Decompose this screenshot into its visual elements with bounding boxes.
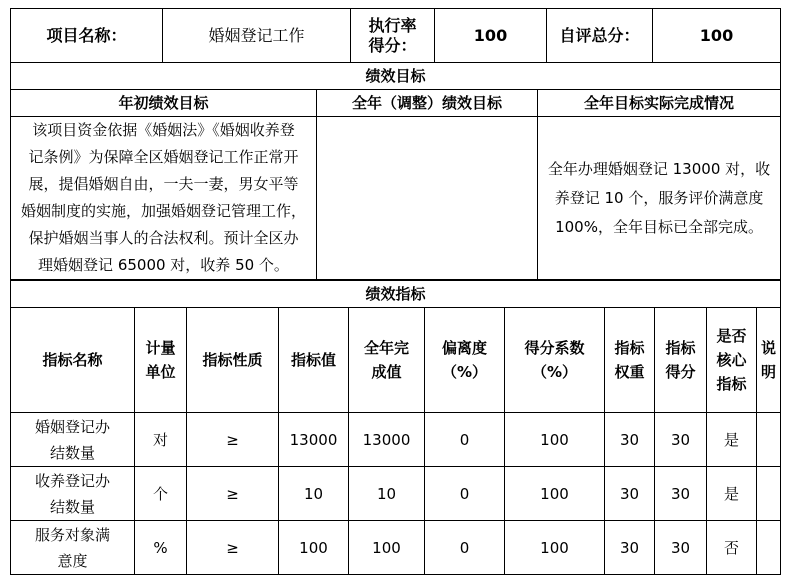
note-cell xyxy=(757,467,781,521)
goals-table xyxy=(10,62,781,280)
score-cell: 30 xyxy=(655,413,707,467)
col-deviation-text-2: （%） xyxy=(441,363,488,381)
col-nature xyxy=(187,308,279,413)
indicator-name xyxy=(11,413,135,467)
col-score-text-2: 得分 xyxy=(665,363,696,381)
unit-cell: 个 xyxy=(135,467,187,521)
deviation-cell: 0 xyxy=(425,467,505,521)
header-row xyxy=(11,9,781,63)
indicator-name-line: 结数量 xyxy=(49,497,95,516)
actual-completion-text xyxy=(538,117,781,280)
col-unit-text-1: 计量 xyxy=(145,339,176,357)
deviation-cell: 0 xyxy=(425,413,505,467)
initial-goal-line: 保护婚姻当事人的合法权利。预计全区办 xyxy=(28,229,299,247)
actual-cell: 13000 xyxy=(349,413,425,467)
score-cell: 30 xyxy=(655,467,707,521)
initial-goal-line: 该项目资金依据《婚姻法》《婚姻收养登 xyxy=(32,121,295,139)
col-coef xyxy=(505,308,605,413)
header-table xyxy=(10,8,781,63)
indicator-name xyxy=(11,467,135,521)
col-target-text: 指标值 xyxy=(290,351,336,369)
actual-cell: 100 xyxy=(349,521,425,575)
initial-goal-line: 记条例》为保障全区婚姻登记工作正常开 xyxy=(28,148,299,166)
indicator-name-line: 结数量 xyxy=(49,443,95,462)
coef-cell: 100 xyxy=(505,467,605,521)
indicators-table xyxy=(10,280,781,575)
weight-cell: 30 xyxy=(605,413,655,467)
col-note xyxy=(757,308,781,413)
goals-col-actual: 全年目标实际完成情况 xyxy=(538,90,781,117)
target-cell: 100 xyxy=(279,521,349,575)
col-target xyxy=(279,308,349,413)
self-total-label: 自评总分： xyxy=(547,9,653,63)
indicators-section-title: 绩效指标 xyxy=(11,281,781,308)
weight-cell: 30 xyxy=(605,521,655,575)
col-note-text-2: 明 xyxy=(760,363,776,381)
col-deviation xyxy=(425,308,505,413)
core-cell: 是 xyxy=(707,467,757,521)
deviation-cell: 0 xyxy=(425,521,505,575)
col-unit xyxy=(135,308,187,413)
score-cell: 30 xyxy=(655,521,707,575)
self-total-score: 100 xyxy=(653,9,781,63)
initial-goal-text xyxy=(11,117,317,280)
unit-cell: % xyxy=(135,521,187,575)
core-cell: 否 xyxy=(707,521,757,575)
coef-cell: 100 xyxy=(505,521,605,575)
note-cell xyxy=(757,521,781,575)
col-weight-text-2: 权重 xyxy=(614,363,645,381)
table-row xyxy=(11,467,781,521)
goals-col-initial: 年初绩效目标 xyxy=(11,90,317,117)
col-score xyxy=(655,308,707,413)
exec-rate-label-line-1: 执行率 xyxy=(368,16,417,36)
col-nature-text: 指标性质 xyxy=(202,351,263,369)
target-cell: 10 xyxy=(279,467,349,521)
indicators-header-row xyxy=(11,308,781,413)
project-name-label: 项目名称： xyxy=(11,9,163,63)
exec-rate-label xyxy=(351,9,435,63)
actual-completion-line: 养登记 10 个，服务评价满意度 xyxy=(554,188,764,207)
initial-goal-line: 展，提倡婚姻自由，一夫一妻，男女平等 xyxy=(28,175,299,193)
col-unit-text-2: 单位 xyxy=(145,363,176,381)
col-actual xyxy=(349,308,425,413)
col-core-text-1: 是否 xyxy=(716,327,747,345)
col-coef-text-2: （%） xyxy=(531,363,578,381)
adjusted-goal-text xyxy=(317,117,538,280)
col-coef-text-1: 得分系数 xyxy=(524,339,585,357)
col-deviation-text-1: 偏离度 xyxy=(441,339,487,357)
initial-goal-line: 婚姻制度的实施，加强婚姻登记管理工作， xyxy=(20,202,306,220)
target-cell: 13000 xyxy=(279,413,349,467)
actual-cell: 10 xyxy=(349,467,425,521)
note-cell xyxy=(757,413,781,467)
actual-completion-line: 全年办理婚姻登记 13000 对，收 xyxy=(547,159,771,178)
col-core-text-2: 核心 xyxy=(716,351,747,369)
table-row xyxy=(11,413,781,467)
core-cell: 是 xyxy=(707,413,757,467)
indicator-name xyxy=(11,521,135,575)
col-weight-text-1: 指标 xyxy=(614,339,645,357)
unit-cell: 对 xyxy=(135,413,187,467)
project-name-value: 婚姻登记工作 xyxy=(163,9,351,63)
col-core-text-3: 指标 xyxy=(716,375,747,393)
col-core xyxy=(707,308,757,413)
col-actual-text-1: 全年完 xyxy=(363,339,409,357)
indicator-name-line: 婚姻登记办 xyxy=(34,417,110,436)
nature-cell: ≥ xyxy=(187,413,279,467)
actual-completion-line: 100%，全年目标已全部完成。 xyxy=(555,217,763,236)
initial-goal-line: 理婚姻登记 65000 对，收养 50 个。 xyxy=(38,256,289,274)
exec-rate-label-line-2: 得分： xyxy=(368,35,417,55)
col-actual-text-2: 成值 xyxy=(371,363,402,381)
col-indicator-name xyxy=(11,308,135,413)
exec-rate-score: 100 xyxy=(435,9,547,63)
indicator-name-line: 收养登记办 xyxy=(34,471,110,490)
col-note-text-1: 说 xyxy=(760,339,776,357)
weight-cell: 30 xyxy=(605,467,655,521)
indicator-name-line: 意度 xyxy=(57,551,88,570)
nature-cell: ≥ xyxy=(187,521,279,575)
indicator-name-line: 服务对象满 xyxy=(34,525,110,544)
nature-cell: ≥ xyxy=(187,467,279,521)
col-indicator-name-text: 指标名称 xyxy=(42,351,103,369)
goals-col-adjusted: 全年（调整）绩效目标 xyxy=(317,90,538,117)
col-score-text-1: 指标 xyxy=(665,339,696,357)
table-row xyxy=(11,521,781,575)
coef-cell: 100 xyxy=(505,413,605,467)
goals-section-title: 绩效目标 xyxy=(11,63,781,90)
col-weight xyxy=(605,308,655,413)
